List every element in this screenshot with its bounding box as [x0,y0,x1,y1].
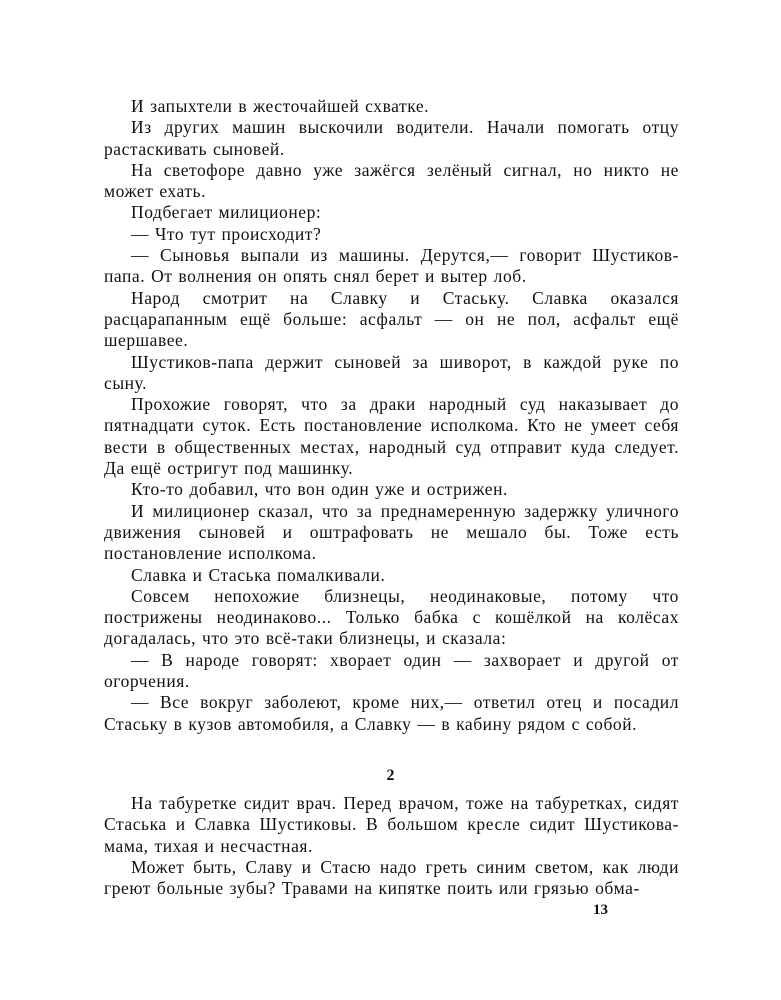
paragraph: И запыхтели в жесточайшей схватке. [131,96,430,116]
paragraph: Совсем непохожие близнецы, неодинаковые, потому что пострижены неодинаково... Только бабка с кошёлкой на колёсах догадалась, что это всё-таки близнецы, и сказала: [104,585,679,649]
paragraph: Из других машин выскочили водители. Начали помогать отцу растаскивать сыновей. [104,117,679,159]
page-number: 13 [593,902,608,918]
paragraph: И милиционер сказал, что за преднамеренную задержку уличного движения сыновей и оштрафовать не мешало бы. Тоже есть постановление исполкома. [104,500,679,564]
paragraph: На светофоре давно уже зажёгся зелёный сигнал, но никто не может ехать. [104,159,679,202]
paragraph: Кто-то добавил, что вон один уже и острижен. [131,479,508,500]
paragraph: Прохожие говорят, что за драки народный суд наказывает до пятнадцати суток. Есть постановление исполкома. Кто не умеет себя вести в общественных местах, народный суд отправит куда следует. Да ещё остригут под машинку. [104,394,679,479]
chapter-1-text [104,96,679,735]
chapter-2-text [104,793,679,899]
paragraph: Шустиков-папа держит сыновей за шиворот, в каждой руке по сыну. [104,351,679,393]
paragraph: Подбегает милиционер: [131,202,322,223]
paragraph: Может быть, Славу и Стасю надо греть синим светом, как люди греют больные зубы? Травами на кипятке поить или грязью обма- [104,856,679,899]
paragraph: — Что тут происходит? [131,223,322,244]
paragraph: Народ смотрит на Славку и Стаську. Славка оказался расцарапанным ещё больше: асфальт — он не пол, асфальт ещё шершавее. [104,287,679,351]
paragraph: — В народе говорят: хворает один — захворает и другой от огорчения. [104,649,679,692]
paragraph: — Сыновья выпали из машины. Дерутся,— говорит Шустиков-папа. От волнения он опять снял берет и вытер лоб. [104,245,679,287]
paragraph: На табуретке сидит врач. Перед врачом, тоже на табуретках, сидят Стаська и Славка Шустиковы. В большом кресле сидит Шустикова-мама, тихая и несчастная. [104,793,679,856]
paragraph: Славка и Стаська помалкивали. [131,564,386,585]
paragraph: — Все вокруг заболеют, кроме них,— ответил отец и посадил Стаську в кузов автомобиля, а Славку — в кабину рядом с собой. [104,692,679,734]
chapter-number: 2 [386,767,395,784]
